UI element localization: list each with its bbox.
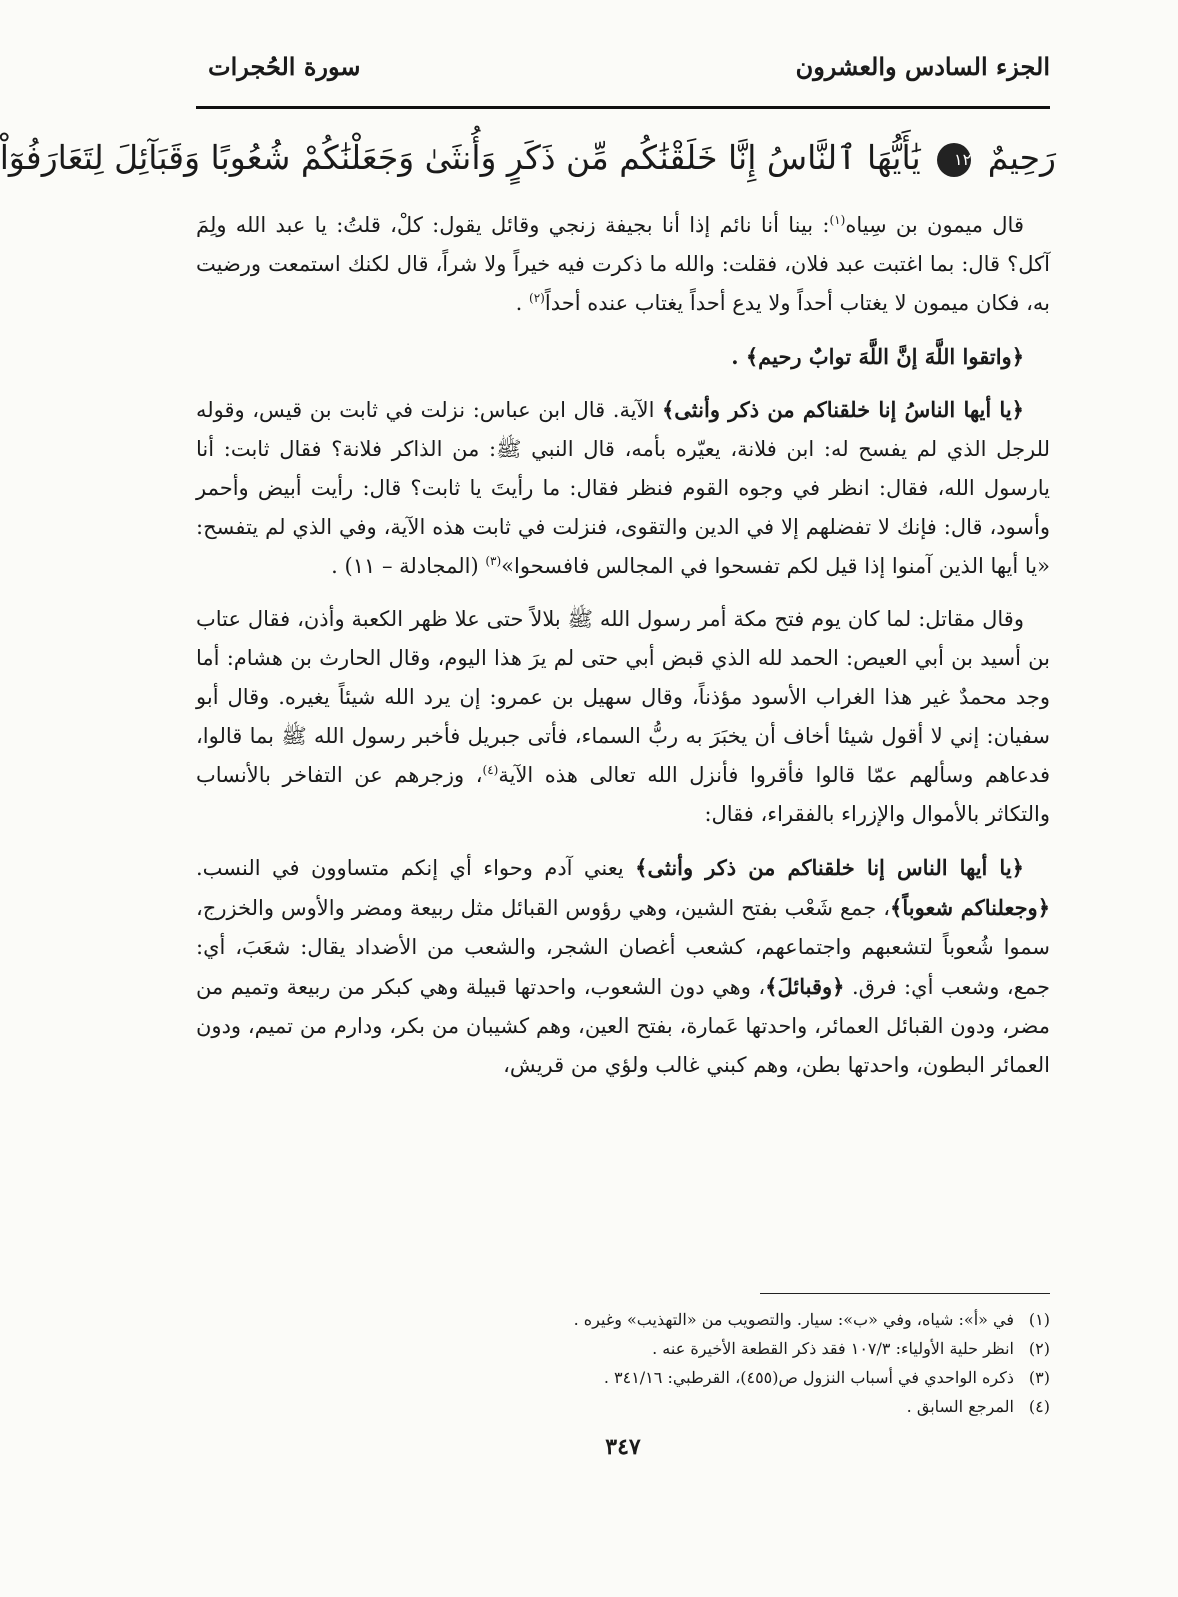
paragraph-muqatil bbox=[196, 600, 1050, 834]
footnote-text: المرجع السابق . bbox=[906, 1397, 1014, 1416]
footnote-item bbox=[196, 1334, 1050, 1363]
text-run: ، وزجرهم عن التفاخر بالأنساب والتكاثر بالأموال والإزراء بالفقراء، فقال: bbox=[196, 763, 1050, 826]
ayah-number-marker: ١٢ bbox=[937, 143, 971, 177]
footnote-divider bbox=[760, 1293, 1050, 1294]
quran-quote: ﴿وقبائلَ﴾ bbox=[765, 974, 845, 999]
text-run: قال ميمون بن سِياه bbox=[845, 213, 1024, 237]
footnote-item bbox=[196, 1363, 1050, 1392]
paragraph-ibn-abbas bbox=[196, 390, 1050, 586]
footnote-number: (١) bbox=[1028, 1310, 1050, 1329]
surah-title: سورة الحُجرات bbox=[208, 52, 361, 81]
verse-fragment-start: رَحِيمٌ bbox=[987, 138, 1056, 177]
text-run: : بينا أنا نائم إذا أنا بجيفة زنجي وقائل يقول: كلْ، قلتُ: يا عبد الله ولِمَ آكل؟ قال: بما اغتبت عبد فلان، فقلت: والله ما ذكرت فيه خيراً ولا شراً، قال لكنك استمعت ورضيت به، فكان ميمون لا يغتاب أحداً ولا يدع أحداً يغتاب عنده أحداً bbox=[196, 213, 1050, 315]
footnote-text: انظر حلية الأولياء: ١٠٧/٣ فقد ذكر القطعة الأخيرة عنه . bbox=[652, 1339, 1014, 1358]
footnote-text: ذكره الواحدي في أسباب النزول ص(٤٥٥)، القرطبي: ٣٤١/١٦ . bbox=[603, 1368, 1014, 1387]
footnotes-list bbox=[196, 1305, 1050, 1421]
header-divider bbox=[196, 106, 1050, 109]
text-run: الآية. قال ابن عباس: نزلت في ثابت بن قيس، وقوله للرجل الذي لم يفسح له: ابن فلانة، يعيّره بأمه، قال النبي ﷺ: من الذاكر فلانة؟ فقال ثابت: أنا يارسول الله، فقال: انظر في وجوه القوم فنظر فقال: ما رأيتَ يا ثابت؟ قال: رأيت أبيض وأحمر وأسود، قال: فإنك لا تفضلهم إلا في الدين والتقوى، فنزلت في ثابت هذه الآية، وفي الذي لم يتفسح: «يا أيها الذين آمنوا إذا قيل لكم تفسحوا في المجالس فافسحوا» bbox=[196, 398, 1050, 578]
paragraph-maymun bbox=[196, 206, 1050, 323]
text-run: (المجادلة – ١١) . bbox=[331, 554, 486, 578]
paragraph-shuub bbox=[196, 848, 1050, 1085]
footnote-ref: (٢) bbox=[529, 291, 545, 305]
quran-quote: ﴿يا أيها الناسُ إنا خلقناكم من ذكر وأنثى﴾ bbox=[662, 397, 1024, 422]
footnote-ref: (٣) bbox=[485, 554, 502, 568]
tafsir-body bbox=[196, 206, 1050, 1085]
footnote-text: في «أ»: شياه، وفي «ب»: سيار. والتصويب من «التهذيب» وغيره . bbox=[573, 1310, 1014, 1329]
text-run: وقال مقاتل: لما كان يوم فتح مكة أمر رسول الله ﷺ بلالاً حتى علا ظهر الكعبة وأذن، فقال عتاب بن أسيد بن أبي العيص: الحمد لله الذي قبض أبي حتى لم يرَ هذا اليوم، وقال الحارث بن هشام: أما وجد محمدٌ غير هذا الغراب الأسود مؤذناً، وقال سهيل بن عمرو: إن يرد الله شيئاً يغيره. وقال أبو سفيان: إني لا أقول شيئا أخاف أن يخبَرَ به ربُّ السماء، فأتى جبريل فأخبر رسول الله ﷺ بما قالوا، فدعاهم وسألهم عمّا قالوا فأقروا فأنزل الله تعالى هذه الآية bbox=[196, 607, 1050, 787]
footnote-ref: (١) bbox=[829, 213, 846, 227]
quran-verse-line bbox=[0, 128, 1056, 188]
verse-fragment-main: يَٰأَيُّهَا ٱلنَّاسُ إِنَّا خَلَقْنَٰكُم مِّن ذَكَرٍ وَأُنثَىٰ وَجَعَلْنَٰكُمْ شُعُوبًا وَقَبَآئِلَ لِتَعَارَفُوٓاْ bbox=[0, 138, 921, 177]
footnote-item bbox=[196, 1392, 1050, 1421]
part-title: الجزء السادس والعشرون bbox=[795, 52, 1050, 81]
quran-quote: ﴿يا أيها الناس إنا خلقناكم من ذكر وأنثى﴾ bbox=[635, 855, 1024, 880]
page-number: ٣٤٧ bbox=[605, 1434, 641, 1460]
text-run: ، جمع شَعْب بفتح الشين، وهي رؤوس القبائل مثل ربيعة ومضر والأوس والخزرج، سموا شُعوباً لتشعبهم واجتماعهم، كشعب أغصان الشجر، والشعب من الأضداد يقال: شعَبَ، أي: جمع، وشعب أي: فرق. bbox=[196, 896, 1050, 999]
footnote-item bbox=[196, 1305, 1050, 1334]
text-run: ، وهي دون الشعوب، واحدتها قبيلة وهي كبكر من ربيعة وتميم من مضر، ودون القبائل العمائر، واحدتها عَمارة، بفتح العين، وهم كشيبان من بكر، ودارم من تميم، ودون العمائر البطون، واحدتها بطن، وهم كبني غالب ولؤي من قريش، bbox=[196, 975, 1050, 1077]
text-run: . bbox=[515, 291, 530, 315]
running-header bbox=[196, 52, 1050, 92]
footnote-number: (٣) bbox=[1028, 1368, 1050, 1387]
quran-quote: ﴿وجعلناكم شعوباً﴾ bbox=[890, 895, 1051, 920]
footnote-number: (٤) bbox=[1028, 1397, 1050, 1416]
footnote-number: (٢) bbox=[1028, 1339, 1050, 1358]
footnote-ref: (٤) bbox=[482, 763, 499, 777]
text-run: يعني آدم وحواء أي إنكم متساوون في النسب. bbox=[196, 856, 636, 880]
verse-heading: ﴿واتقوا اللَّهَ إنَّ اللَّهَ توابٌ رحيم﴾ . bbox=[731, 344, 1024, 369]
